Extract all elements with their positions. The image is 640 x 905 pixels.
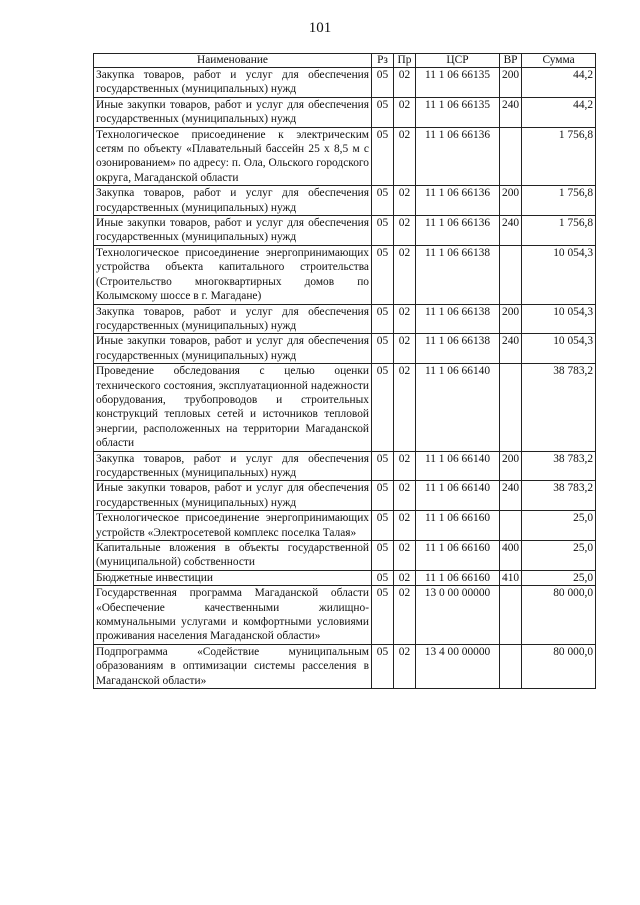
- table-row: [94, 511, 596, 541]
- row-vr: [500, 586, 522, 645]
- table-row: [94, 216, 596, 246]
- row-sum: 10 054,3: [522, 334, 596, 364]
- row-vr: 410: [500, 570, 522, 585]
- row-name: Технологическое присоединение энергопринимающих устройства объекта капитального строительства (Строительство многоквартирных домов по Колымскому шоссе в г. Магадане): [94, 245, 372, 304]
- row-sum: 25,0: [522, 570, 596, 585]
- row-name: Закупка товаров, работ и услуг для обеспечения государственных (муниципальных) нужд: [94, 68, 372, 98]
- row-name: Закупка товаров, работ и услуг для обеспечения государственных (муниципальных) нужд: [94, 304, 372, 334]
- row-vr: [500, 644, 522, 688]
- row-name: Закупка товаров, работ и услуг для обеспечения государственных (муниципальных) нужд: [94, 186, 372, 216]
- row-csr: 11 1 06 66138: [416, 334, 500, 364]
- row-rz: 05: [372, 541, 394, 571]
- row-rz: 05: [372, 127, 394, 186]
- row-name: Подпрограмма «Содействие муниципальным образованиям в оптимизации системы расселения в Магаданской области»: [94, 644, 372, 688]
- row-sum: 1 756,8: [522, 216, 596, 246]
- row-vr: 200: [500, 68, 522, 98]
- table-row: [94, 304, 596, 334]
- row-pr: 02: [394, 570, 416, 585]
- table-row: [94, 541, 596, 571]
- row-vr: [500, 245, 522, 304]
- column-header-name: Наименование: [94, 54, 372, 68]
- row-vr: [500, 511, 522, 541]
- row-sum: 38 783,2: [522, 481, 596, 511]
- row-pr: 02: [394, 186, 416, 216]
- column-header-rz: Рз: [372, 54, 394, 68]
- row-pr: 02: [394, 97, 416, 127]
- row-vr: [500, 127, 522, 186]
- row-pr: 02: [394, 481, 416, 511]
- row-rz: 05: [372, 245, 394, 304]
- table-row: [94, 451, 596, 481]
- row-rz: 05: [372, 216, 394, 246]
- row-rz: 05: [372, 451, 394, 481]
- row-pr: 02: [394, 644, 416, 688]
- row-name: Иные закупки товаров, работ и услуг для обеспечения государственных (муниципальных) нужд: [94, 97, 372, 127]
- row-vr: 200: [500, 304, 522, 334]
- row-pr: 02: [394, 586, 416, 645]
- row-rz: 05: [372, 511, 394, 541]
- row-vr: [500, 364, 522, 451]
- row-csr: 13 4 00 00000: [416, 644, 500, 688]
- row-vr: 200: [500, 186, 522, 216]
- row-sum: 80 000,0: [522, 644, 596, 688]
- row-sum: 1 756,8: [522, 127, 596, 186]
- row-name: Технологическое присоединение энергопринимающих устройств «Электросетевой комплекс поселка Талая»: [94, 511, 372, 541]
- row-pr: 02: [394, 511, 416, 541]
- row-vr: 240: [500, 97, 522, 127]
- row-sum: 38 783,2: [522, 451, 596, 481]
- row-pr: 02: [394, 541, 416, 571]
- table-row: [94, 186, 596, 216]
- table-row: [94, 481, 596, 511]
- row-name: Иные закупки товаров, работ и услуг для обеспечения государственных (муниципальных) нужд: [94, 481, 372, 511]
- row-sum: 25,0: [522, 511, 596, 541]
- row-rz: 05: [372, 334, 394, 364]
- row-pr: 02: [394, 245, 416, 304]
- row-csr: 11 1 06 66160: [416, 570, 500, 585]
- column-header-csr: ЦСР: [416, 54, 500, 68]
- row-csr: 11 1 06 66160: [416, 541, 500, 571]
- row-pr: 02: [394, 216, 416, 246]
- row-csr: 11 1 06 66136: [416, 216, 500, 246]
- table-row: [94, 570, 596, 585]
- row-rz: 05: [372, 570, 394, 585]
- row-csr: 11 1 06 66138: [416, 304, 500, 334]
- column-header-sum: Сумма: [522, 54, 596, 68]
- row-vr: 400: [500, 541, 522, 571]
- row-sum: 10 054,3: [522, 245, 596, 304]
- row-rz: 05: [372, 186, 394, 216]
- row-rz: 05: [372, 586, 394, 645]
- row-sum: 44,2: [522, 68, 596, 98]
- row-vr: 200: [500, 451, 522, 481]
- table-row: [94, 334, 596, 364]
- table-row: [94, 245, 596, 304]
- row-pr: 02: [394, 68, 416, 98]
- row-rz: 05: [372, 481, 394, 511]
- row-name: Капитальные вложения в объекты государственной (муниципальной) собственности: [94, 541, 372, 571]
- row-name: Иные закупки товаров, работ и услуг для обеспечения государственных (муниципальных) нужд: [94, 216, 372, 246]
- row-csr: 11 1 06 66136: [416, 127, 500, 186]
- row-name: Иные закупки товаров, работ и услуг для обеспечения государственных (муниципальных) нужд: [94, 334, 372, 364]
- table-row: [94, 644, 596, 688]
- row-name: Бюджетные инвестиции: [94, 570, 372, 585]
- table-row: [94, 97, 596, 127]
- row-pr: 02: [394, 127, 416, 186]
- row-name: Технологическое присоединение к электрическим сетям по объекту «Плавательный бассейн 25 х 8,5 м с озонированием» по адресу: п. Ола, Ольского городского округа, Магаданской области: [94, 127, 372, 186]
- row-vr: 240: [500, 334, 522, 364]
- row-rz: 05: [372, 304, 394, 334]
- row-csr: 13 0 00 00000: [416, 586, 500, 645]
- row-csr: 11 1 06 66140: [416, 451, 500, 481]
- row-csr: 11 1 06 66138: [416, 245, 500, 304]
- page-number: 101: [308, 20, 332, 36]
- row-csr: 11 1 06 66136: [416, 186, 500, 216]
- row-name: Проведение обследования с целью оценки технического состояния, эксплуатационной надежности оборудования, трубопроводов и строительных конструкций тепловых сетей и источников тепловой энергии, расположенных на территории Магаданской области: [94, 364, 372, 451]
- row-pr: 02: [394, 304, 416, 334]
- table-row: [94, 364, 596, 451]
- row-csr: 11 1 06 66160: [416, 511, 500, 541]
- row-rz: 05: [372, 644, 394, 688]
- row-sum: 44,2: [522, 97, 596, 127]
- row-csr: 11 1 06 66135: [416, 68, 500, 98]
- table-row: [94, 127, 596, 186]
- row-sum: 80 000,0: [522, 586, 596, 645]
- row-rz: 05: [372, 364, 394, 451]
- row-pr: 02: [394, 334, 416, 364]
- column-header-vr: ВР: [500, 54, 522, 68]
- row-name: Закупка товаров, работ и услуг для обеспечения государственных (муниципальных) нужд: [94, 451, 372, 481]
- table-row: [94, 586, 596, 645]
- column-header-pr: Пр: [394, 54, 416, 68]
- row-pr: 02: [394, 364, 416, 451]
- budget-table: [93, 53, 596, 689]
- row-vr: 240: [500, 216, 522, 246]
- row-csr: 11 1 06 66135: [416, 97, 500, 127]
- row-csr: 11 1 06 66140: [416, 364, 500, 451]
- row-rz: 05: [372, 68, 394, 98]
- row-sum: 25,0: [522, 541, 596, 571]
- row-sum: 38 783,2: [522, 364, 596, 451]
- row-vr: 240: [500, 481, 522, 511]
- row-rz: 05: [372, 97, 394, 127]
- row-pr: 02: [394, 451, 416, 481]
- row-name: Государственная программа Магаданской области «Обеспечение качественными жилищно-коммунальными услугами и комфортными условиями проживания населения Магаданской области»: [94, 586, 372, 645]
- table-row: [94, 68, 596, 98]
- row-csr: 11 1 06 66140: [416, 481, 500, 511]
- row-sum: 10 054,3: [522, 304, 596, 334]
- row-sum: 1 756,8: [522, 186, 596, 216]
- table-header-row: [94, 54, 596, 68]
